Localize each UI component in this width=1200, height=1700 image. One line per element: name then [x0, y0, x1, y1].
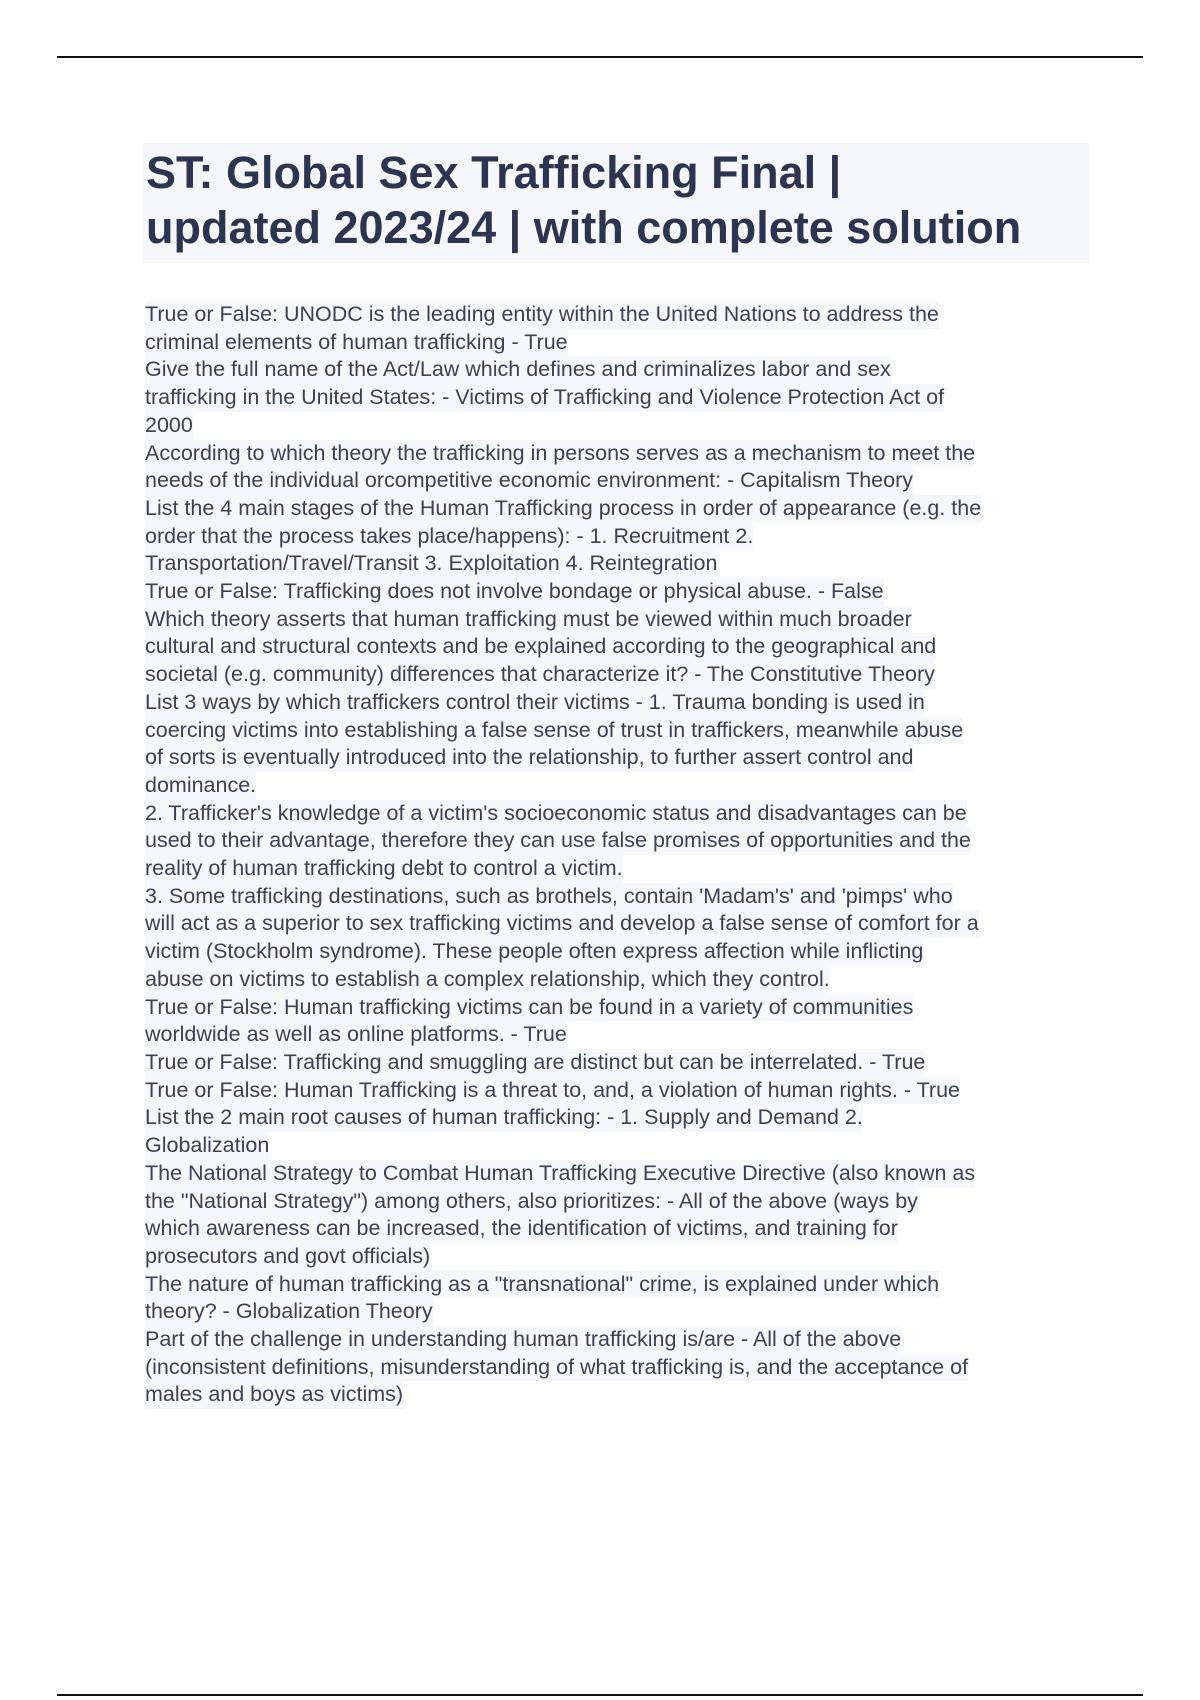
text-line: of sorts is eventually introduced into the relationship, to further assert control and: [145, 744, 913, 772]
text-line: males and boys as victims): [145, 1381, 403, 1409]
text-line: cultural and structural contexts and be explained according to the geographical and: [145, 633, 936, 661]
text-line: order that the process takes place/happens): - 1. Recruitment 2.: [145, 523, 753, 551]
text-line: True or False: UNODC is the leading entity within the United Nations to address the: [145, 301, 939, 329]
text-line: 3. Some trafficking destinations, such as brothels, contain 'Madam's' and 'pimps' who: [145, 883, 953, 911]
text-line: True or False: Human Trafficking is a threat to, and, a violation of human rights. - True: [145, 1077, 960, 1105]
text-line: True or False: Trafficking and smuggling are distinct but can be interrelated. - True: [145, 1049, 925, 1077]
text-line: 2. Trafficker's knowledge of a victim's socioeconomic status and disadvantages can be: [145, 800, 967, 828]
text-line: trafficking in the United States: - Victims of Trafficking and Violence Protection Act of: [145, 384, 944, 412]
text-line: True or False: Human trafficking victims can be found in a variety of communities: [145, 994, 913, 1022]
text-line: (inconsistent definitions, misunderstanding of what trafficking is, and the acceptance of: [145, 1354, 968, 1382]
text-line: List the 2 main root causes of human trafficking: - 1. Supply and Demand 2.: [145, 1104, 863, 1132]
bottom-rule: [57, 1694, 1143, 1696]
text-line: The nature of human trafficking as a "transnational" crime, is explained under which: [145, 1271, 939, 1299]
text-line: victim (Stockholm syndrome). These people often express affection while inflicting: [145, 938, 923, 966]
title-line: ST: Global Sex Trafficking Final |: [146, 147, 842, 198]
text-line: reality of human trafficking debt to control a victim.: [145, 855, 623, 883]
text-line: Transportation/Travel/Transit 3. Exploitation 4. Reintegration: [145, 550, 717, 578]
text-line: dominance.: [145, 772, 256, 800]
text-line: societal (e.g. community) differences that characterize it? - The Constitutive Theory: [145, 661, 935, 689]
text-line: According to which theory the trafficking in persons serves as a mechanism to meet the: [145, 440, 975, 468]
text-line: Part of the challenge in understanding human trafficking is/are - All of the above: [145, 1326, 901, 1354]
text-line: needs of the individual orcompetitive economic environment: - Capitalism Theory: [145, 467, 913, 495]
text-line: List the 4 main stages of the Human Trafficking process in order of appearance (e.g. the: [145, 495, 981, 523]
text-line: Which theory asserts that human trafficking must be viewed within much broader: [145, 606, 912, 634]
title-line: updated 2023/24 | with complete solution: [146, 202, 1022, 253]
text-line: criminal elements of human trafficking - True: [145, 329, 568, 357]
top-rule: [57, 56, 1143, 58]
text-line: the "National Strategy") among others, also prioritizes: - All of the above (ways by: [145, 1188, 918, 1216]
text-line: prosecutors and govt officials): [145, 1243, 430, 1271]
text-line: The National Strategy to Combat Human Trafficking Executive Directive (also known as: [145, 1160, 975, 1188]
text-line: used to their advantage, therefore they can use false promises of opportunities and the: [145, 827, 971, 855]
text-line: List 3 ways by which traffickers control their victims - 1. Trauma bonding is used in: [145, 689, 925, 717]
text-line: abuse on victims to establish a complex relationship, which they control.: [145, 966, 830, 994]
text-line: worldwide as well as online platforms. - True: [145, 1021, 567, 1049]
text-line: which awareness can be increased, the identification of victims, and training for: [145, 1215, 898, 1243]
text-line: will act as a superior to sex trafficking victims and develop a false sense of comfort for a: [145, 910, 979, 938]
document-title: [143, 143, 1090, 263]
text-line: coercing victims into establishing a false sense of trust in traffickers, meanwhile abuse: [145, 717, 963, 745]
text-line: Globalization: [145, 1132, 269, 1160]
qa-list: [145, 301, 1090, 1409]
text-line: theory? - Globalization Theory: [145, 1298, 433, 1326]
text-line: Give the full name of the Act/Law which defines and criminalizes labor and sex: [145, 356, 891, 384]
text-line: True or False: Trafficking does not involve bondage or physical abuse. - False: [145, 578, 884, 606]
text-line: 2000: [145, 412, 193, 440]
